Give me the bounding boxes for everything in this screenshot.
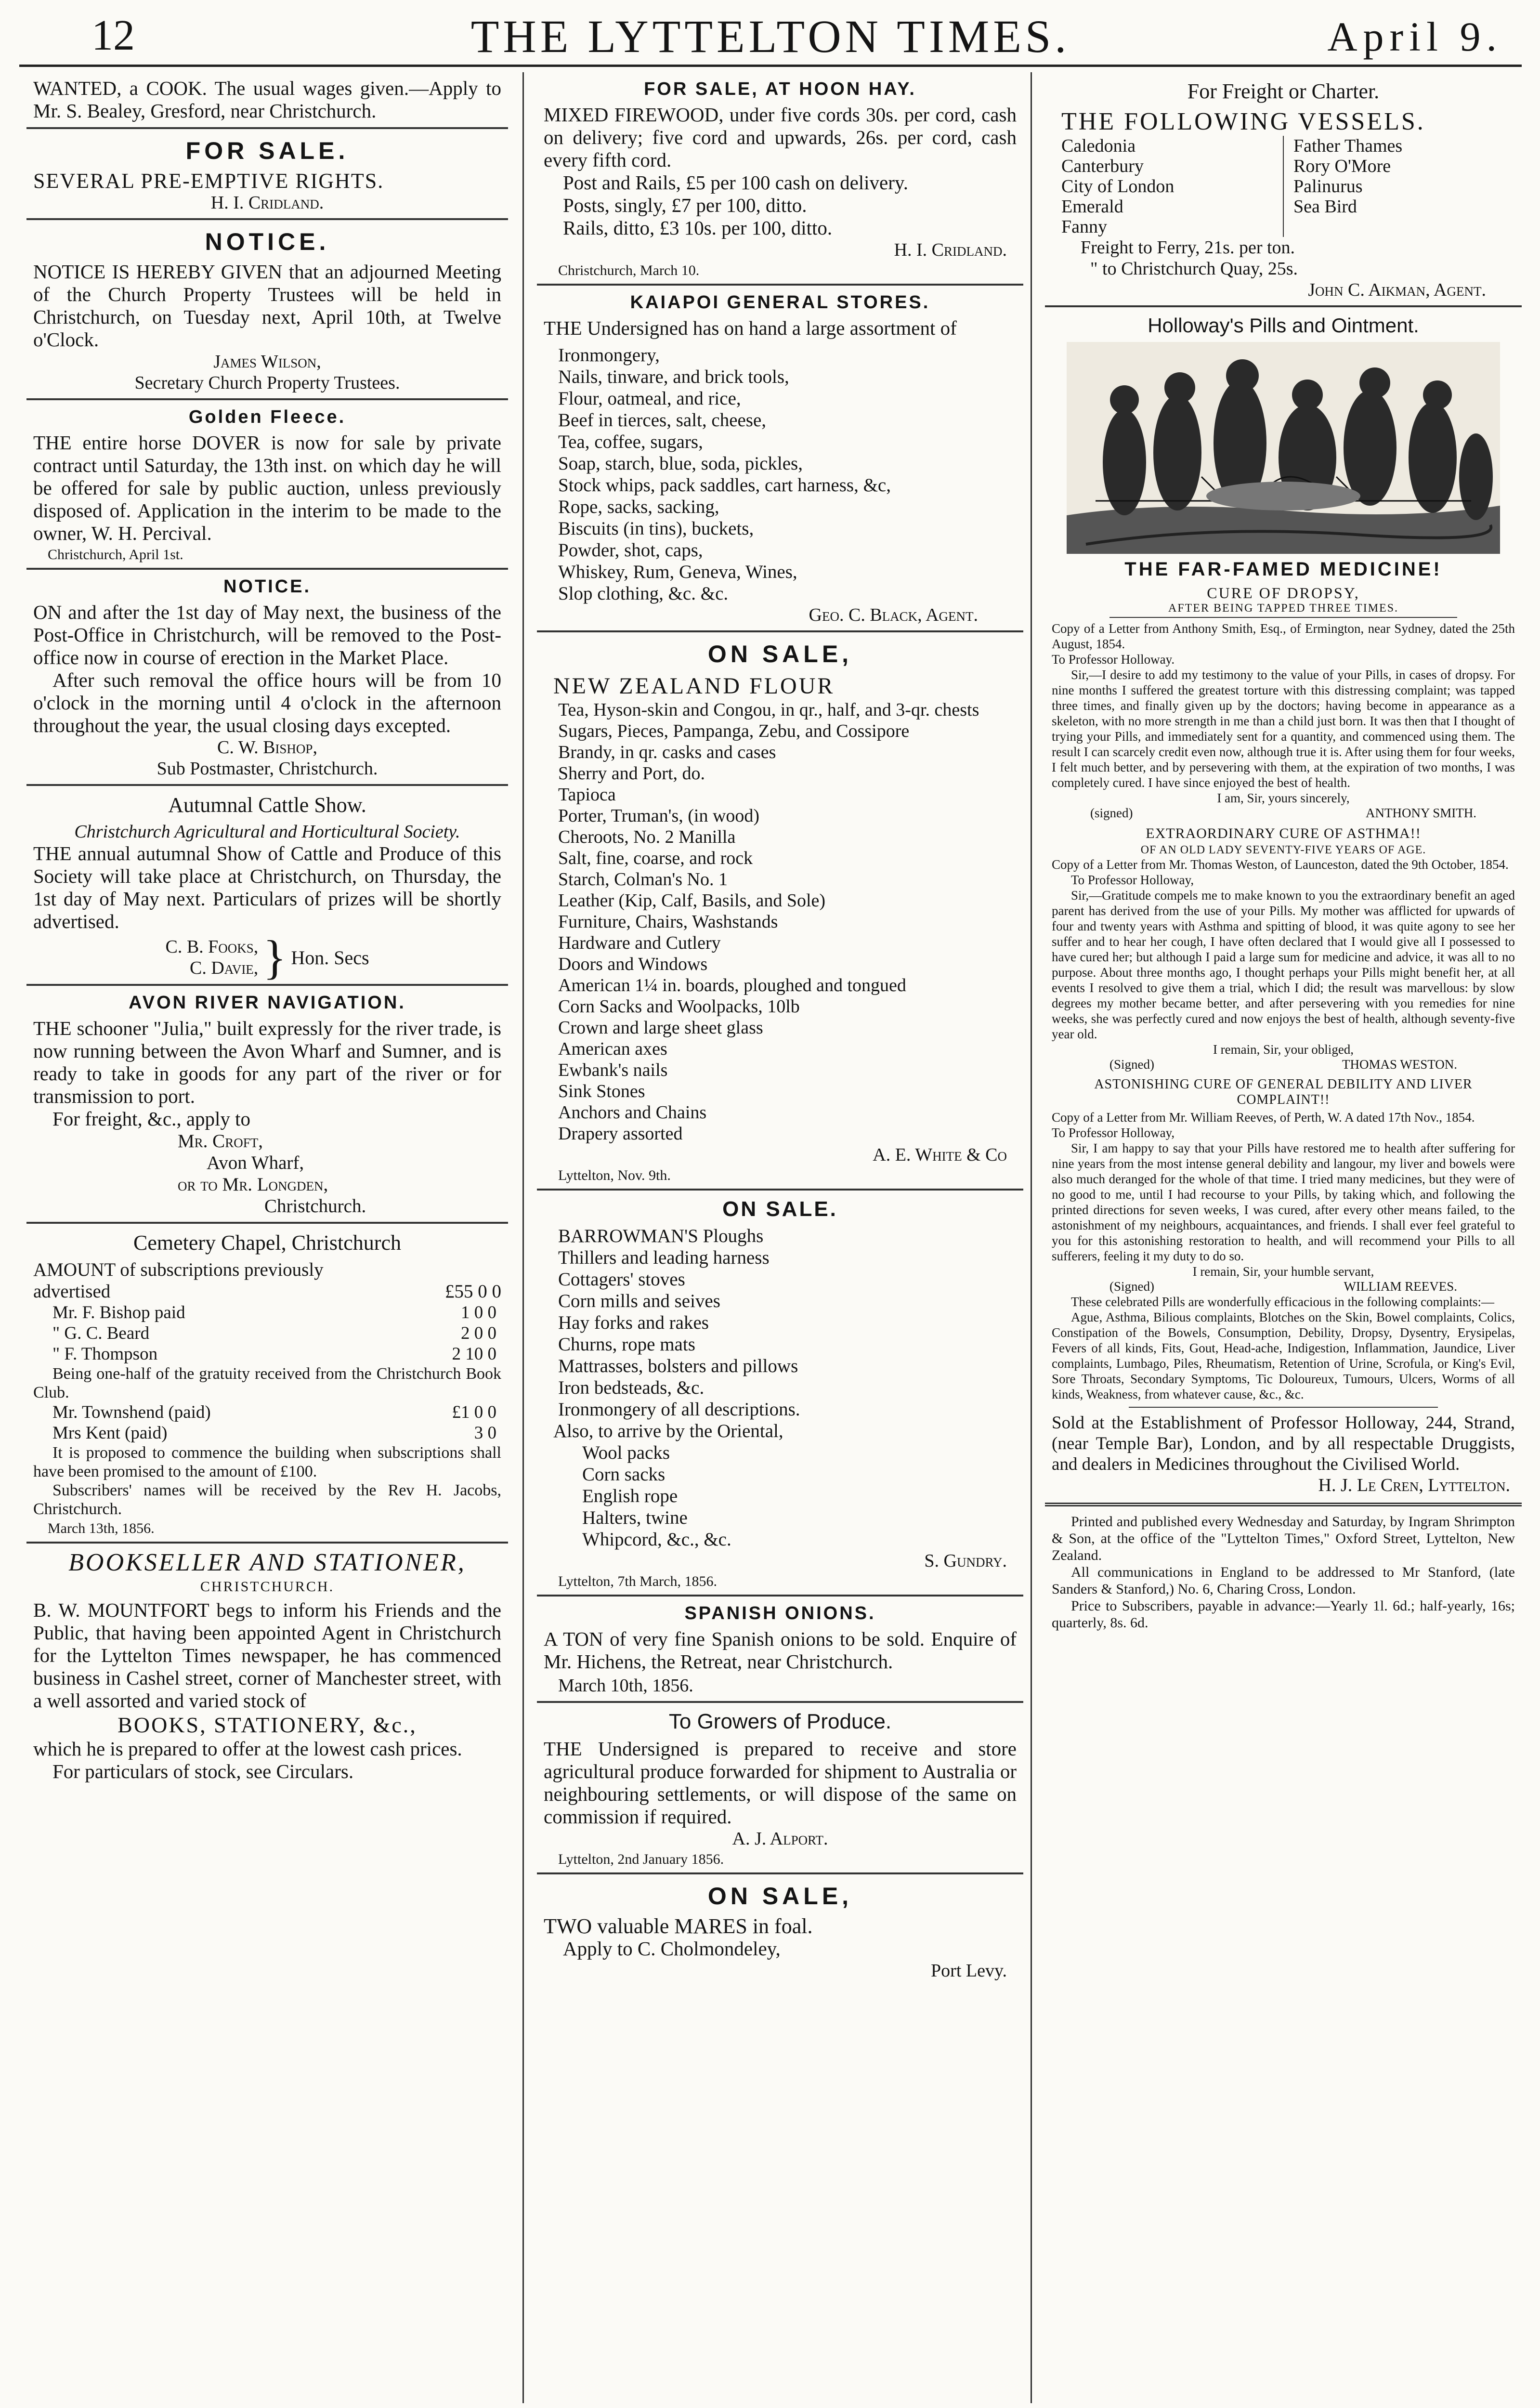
ad-cattle-show [26,786,508,984]
imprint-text: Printed and published every Wednesday and Saturday, by Ingram Shrimpton & Son, at the office of the "Lyttelton Times," Oxford Street, Lyttelton, New Zealand. [1052,1514,1515,1563]
ad-address-line: or to Mr. Longden, [178,1174,328,1195]
ad-church-notice [26,220,508,398]
letter-signature [1052,806,1515,821]
ad-signature: H. J. Le Cren, Lyttelton. [1318,1475,1510,1495]
signer-name: WILLIAM REEVES. [1344,1279,1457,1294]
goods-list [544,1442,1017,1550]
ad-subheading: CHRISTCHURCH. [200,1579,335,1595]
ad-heading: Golden Fleece. [188,407,346,427]
goods-item: Hay forks and rakes [558,1312,709,1333]
ad-text: which he is prepared to offer at the lowest cash prices. [33,1738,462,1760]
goods-item: Starch, Colman's No. 1 [558,869,728,890]
ad-address-line: Mr. Croft, [178,1131,263,1152]
goods-item: Wool packs [582,1442,670,1463]
column-divider [522,72,524,2403]
ad-freight-charter [1045,72,1522,305]
ad-title: THE FOLLOWING VESSELS. [1061,108,1425,135]
goods-list [544,699,1017,1144]
subscription-list [33,1302,501,1364]
letter-closing: I remain, Sir, your humble servant, [1192,1264,1374,1279]
ad-holloway-pills [1045,307,1522,1501]
subscription-amount: 2 10 0 [452,1344,496,1364]
goods-item: Biscuits (in tins), buckets, [558,518,754,539]
subscription-amount: 2 0 0 [461,1323,496,1343]
ad-text: SEVERAL PRE-EMPTIVE RIGHTS. [33,169,384,193]
subscription-row [33,1323,501,1344]
ad-avon-river [26,986,508,1222]
goods-item: Churns, rope mats [558,1334,695,1355]
goods-item: American axes [558,1039,667,1059]
subscription-amount: 3 0 [474,1423,496,1443]
ad-address [33,1130,501,1217]
ad-pre-emptive-rights [26,129,508,218]
subscription-amount: £1 0 0 [452,1402,496,1422]
ad-text: Apply to C. Cholmondeley, [563,1937,781,1960]
goods-item: Salt, fine, coarse, and rock [558,848,753,868]
ad-total: £55 0 0 [445,1281,501,1302]
divider [1109,617,1457,618]
ad-subheading: Christchurch Agricultural and Horticultural Society. [74,822,460,842]
ad-text: WANTED, a COOK. The usual wages given.—Apply to Mr. S. Bealey, Gresford, near Christchurch. [33,77,501,122]
goods-item: Cheroots, No. 2 Manilla [558,827,736,847]
goods-item: Anchors and Chains [558,1102,707,1123]
ad-banner: THE FAR-FAMED MEDICINE! [1124,559,1442,580]
column-divider [1031,72,1032,2403]
ad-text: ON and after the 1st day of May next, the business of the Post-Office in Christchurch, will be removed to the Post-office now in course of erection in the Market Place. [33,601,501,668]
ad-heading: Autumnal Cattle Show. [168,793,366,817]
ad-heading: FOR SALE. [185,137,349,164]
ad-text: TWO valuable MARES in foal. [544,1914,813,1938]
ad-kaiapoi-stores [537,286,1023,630]
goods-item: BARROWMAN'S Ploughs [558,1226,764,1246]
ad-rate: Freight to Ferry, 21s. per ton. [1081,237,1295,258]
letter-body: Sir, I am happy to say that your Pills have restored me to health after suffering for nine years from the most intense general debility and langour, my liver and bowels were also much deranged for the whole of that time. I tried many medicines, but they were of no good to me, until I had recourse to your Pills, by taking which, and following the printed directions for seven weeks, I was cured, after every other means failed, to the astonishment of my neighbours, acquaintances, and friends. I shall ever feel grateful to you for this astonishing restoration to health, and will recommend your Pills to all sufferers, feeling it my duty to do so. [1052,1141,1515,1263]
vessel-name: Emerald [1061,196,1123,217]
ad-total-row [33,1259,501,1302]
imprint [1045,1508,1522,1636]
letter-body: Sir,—Gratitude compels me to make known to you the extraordinary benefit an aged parent has derived from the use of your Pills. My mother was afflicted for upwards of four and twenty years with Asthma and spitting of blood, it was quite agony to see her suffer and to hear her cough, I have often declared that I would give all I possessed to have cured her; but although I paid a large sum for medicine and advice, it was all to no purpose. About three months ago, I thought perhaps your Pills might benefit her, at all events I resolved to give them a trial, which I did; the result was marvellous: by slow degrees my mother became better, and after persevering with you remedies for nine weeks, she was perfectly cured and now enjoys the best of health, although seventy-five year old. [1052,888,1515,1041]
goods-item: Tea, coffee, sugars, [558,432,703,452]
ad-heading: NOTICE. [223,576,312,597]
ad-text: For particulars of stock, see Circulars. [52,1760,354,1782]
ad-hoon-hay [537,72,1023,284]
newspaper-title: THE LYTTELTON TIMES. [470,11,1070,62]
ad-signature-title: Hon. Secs [291,946,369,968]
ad-signature: Geo. C. Black, Agent. [809,605,978,625]
goods-item: Corn mills and seives [558,1291,720,1311]
ad-text: After such removal the office hours will be from 10 o'clock in the morning until 4 o'clock in the afternoon throughout the year, the usual closing days excepted. [33,669,501,736]
ad-growers-of-produce [537,1703,1023,1872]
ad-bookseller [26,1544,508,1788]
ad-heading: For Freight or Charter. [1187,79,1380,103]
column-3 [1045,72,1522,2403]
goods-item: Ironmongery, [558,345,660,366]
divider [1129,1407,1438,1408]
vessel-name: Father Thames [1293,136,1403,156]
ad-signature-title: Sub Postmaster, Christchurch. [157,759,378,779]
ad-address-line: Christchurch. [264,1196,366,1217]
ad-mares [537,1874,1023,1986]
ad-signature: John C. Aikman, Agent. [1308,280,1486,300]
ad-heading: FOR SALE, AT HOON HAY. [644,79,916,99]
ad-text: B. W. MOUNTFORT begs to inform his Friends and the Public, that having been appointed Agent in Christchurch for the Lyttelton Times newspaper, he has commenced business in Cashel street, corner of Manchester street, with a well assorted and varied stock of [33,1599,501,1712]
ad-heading: Holloway's Pills and Ointment. [1148,314,1419,337]
vessel-name: City of London [1061,176,1175,196]
vessel-name: Rory O'More [1293,156,1391,176]
complaints-intro: These celebrated Pills are wonderfully efficacious in the following complaints:— [1071,1295,1494,1309]
ad-subheading: OF AN OLD LADY SEVENTY-FIVE YEARS OF AGE. [1140,844,1426,856]
ad-address-line: Avon Wharf, [207,1152,304,1173]
ad-new-zealand-flour [537,632,1023,1189]
ad-signature: Port Levy. [931,1961,1007,1981]
ad-stock: BOOKS, STATIONERY, &c., [117,1713,417,1737]
vessel-name: Canterbury [1061,156,1144,176]
letter-intro: Copy of a Letter from Mr. Thomas Weston, of Launceston, dated the 9th October, 1854. [1052,857,1509,872]
goods-item: Beef in tierces, salt, cheese, [558,410,767,431]
subscription-row [33,1302,501,1323]
ad-signature: A. J. Alport. [732,1829,828,1849]
ad-signature: H. I. Cridland. [210,193,324,213]
goods-item: Slop clothing, &c. &c. [558,583,729,604]
ad-text: Posts, singly, £7 per 100, ditto. [563,194,807,216]
letter-salutation: To Professor Holloway, [1052,1125,1175,1140]
ad-signature-title: Secretary Church Property Trustees. [134,373,400,393]
page-number: 12 [91,12,135,59]
ad-subheading: ASTONISHING CURE OF GENERAL DEBILITY AND LIVER COMPLAINT!! [1094,1077,1473,1107]
goods-item: Iron bedsteads, &c. [558,1377,705,1398]
complaints-list: Ague, Asthma, Bilious complaints, Blotches on the Skin, Bowel complaints, Colics, Constipation of the Bowels, Consumption, Debility, Dropsy, Dysentry, Erysipelas, Fevers of all kinds, Fits, Gout, Head-ache, Indigestion, Inflammation, Jaundice, Liver complaints, Lumbago, Piles, Rheumatism, Retention of Urine, Scrofula, or King's Evil, Sore Throats, Secondary Symptoms, Tic Doloureux, Tumours, Ulcers, Worms of all kinds, Weakness, from whatever cause, &c., &c. [1052,1310,1515,1401]
ad-post-office [26,570,508,784]
letter-salutation: To Professor Holloway, [1071,873,1194,887]
ad-text: THE entire horse DOVER is now for sale by private contract until Saturday, the 13th inst. on which day he will be offered for sale by public auction, unless previously disposed of. Application in the interim to be made to the owner, W. H. Percival. [33,432,501,544]
goods-item: Ewbank's nails [558,1060,668,1080]
ad-heading: Cemetery Chapel, Christchurch [133,1231,401,1255]
ad-signature: C. B. Fooks, [165,937,259,957]
goods-item: Ironmongery of all descriptions. [558,1399,800,1420]
ad-title: NEW ZEALAND FLOUR [553,673,835,699]
goods-item: Whiskey, Rum, Geneva, Wines, [558,562,797,582]
goods-item: Flour, oatmeal, and rice, [558,388,741,409]
ad-text: THE Undersigned has on hand a large assortment of [544,317,957,339]
subscription-amount: 1 0 0 [461,1303,496,1322]
goods-item: Porter, Truman's, (in wood) [558,806,760,826]
subscriber-name: " G. C. Beard [52,1323,150,1343]
goods-item: Nails, tinware, and brick tools, [558,366,789,387]
ad-heading: ON SALE, [707,1883,853,1910]
ad-heading: AVON RIVER NAVIGATION. [129,993,406,1013]
letter-intro: Copy of a Letter from Mr. William Reeves, of Perth, W. A dated 17th Nov., 1854. [1052,1110,1475,1125]
subscription-list [33,1402,501,1443]
goods-item: Brandy, in qr. casks and cases [558,742,776,762]
ad-cook [26,72,508,127]
subscription-row [33,1402,501,1423]
imprint-text: Price to Subscribers, payable in advance:—Yearly 1l. 6d.; half-yearly, 16s; quarterly, 8s. 6d. [1052,1598,1515,1631]
letter-signature [1052,1279,1515,1294]
ad-heading: KAIAPOI GENERAL STORES. [630,292,930,313]
ad-golden-fleece [26,400,508,568]
ad-text: Also, to arrive by the Oriental, [553,1421,783,1441]
ad-heading: SPANISH ONIONS. [684,1603,876,1623]
ad-signatures [33,930,501,984]
ad-heading: ON SALE, [707,641,853,667]
goods-item: Sugars, Pieces, Pampanga, Zebu, and Cossipore [558,721,910,741]
vessel-name: Sea Bird [1293,196,1357,217]
ad-text: THE schooner "Julia," built expressly for the river trade, is now running between the Avon Wharf and Sumner, and is ready to take in goods for any part of the river or for transmission to port. [33,1017,501,1107]
ad-text: Post and Rails, £5 per 100 cash on delivery. [563,171,908,194]
vessel-column [1284,136,1505,237]
signed-label: (Signed) [1109,1057,1154,1072]
goods-item: Halters, twine [582,1507,688,1528]
letter-closing: I remain, Sir, your obliged, [1213,1042,1354,1057]
goods-item: Soap, starch, blue, soda, pickles, [558,453,803,474]
ad-signature: H. I. Cridland. [894,240,1007,260]
ad-signature: James Wilson, [213,352,321,372]
brace-glyph: } [263,930,287,984]
goods-item: Hardware and Cutlery [558,933,721,953]
goods-item: English rope [582,1486,678,1506]
goods-item: Corn sacks [582,1464,666,1485]
letter-salutation: To Professor Holloway. [1052,652,1175,667]
vessel-list [1052,136,1515,237]
column-2 [537,72,1023,2403]
signed-label: (signed) [1090,806,1133,820]
ad-subheading: EXTRAORDINARY CURE OF ASTHMA!! [1146,825,1421,841]
masthead [19,7,1522,69]
goods-item: Sherry and Port, do. [558,763,705,784]
ad-heading: NOTICE. [205,228,330,255]
ad-text: NOTICE IS HEREBY GIVEN that an adjourned Meeting of the Church Property Trustees will be held in Christchurch, on Tuesday next, April 10th, at Twelve o'Clock. [33,261,501,351]
ad-text: Rails, ditto, £3 10s. per 100, ditto. [563,217,833,239]
subscriber-name: " F. Thompson [52,1344,158,1364]
divider [1045,1503,1522,1506]
letter-body: Sir,—I desire to add my testimony to the value of your Pills, in cases of dropsy. For nine months I suffered the greatest torture with this distressing complaint; was tapped three times, and finally given up by the doctors; having become in appearance as a skeleton, with no more strength in me than a child just born. It was then that I thought of trying your Pills, and immediately sent for a quantity, and commenced using them. The result I can scarcely credit even now, although true it is. After using them for four weeks, I felt much better, and by persevering with them, at the expiration of two months, I was completely cured. I have since enjoyed the best of health. [1052,667,1515,790]
ad-subheading: CURE OF DROPSY, [1207,584,1360,602]
ad-text: THE annual autumnal Show of Cattle and Produce of this Society will take place at Christchurch, on Thursday, the 1st day of May next. Particulars of prizes will be shortly advertised. [33,842,501,932]
ad-signature: C. Davie, [190,958,259,978]
imprint-text: All communications in England to be addressed to Mr Stanford, (late Sanders & Stanford,) No. 6, Charing Cross, London. [1052,1564,1515,1597]
issue-date: April 9. [1327,13,1502,60]
goods-item: Cottagers' stoves [558,1269,685,1290]
letter-signature [1052,1057,1515,1072]
ad-spanish-onions [537,1597,1023,1701]
ad-text: MIXED FIREWOOD, under five cords 30s. per cord, cash on delivery; five cord and upwards, 26s. per cord, cash every fifth cord. [544,104,1017,171]
subscription-row [33,1423,501,1443]
ad-cemetery-chapel [26,1224,508,1542]
ad-barrowman-ploughs [537,1191,1023,1595]
goods-item: Mattrasses, bolsters and pillows [558,1356,798,1376]
ad-dateline: Lyttelton, 7th March, 1856. [558,1573,717,1589]
masthead-rule [19,65,1522,67]
goods-item: Tea, Hyson-skin and Congou, in qr., half, and 3-qr. chests [558,700,979,720]
signed-label: (Signed) [1109,1279,1154,1294]
subscription-row [33,1344,501,1364]
ad-text: AMOUNT of subscriptions previously advertised [33,1259,324,1302]
ad-signature: A. E. White & Co [873,1145,1007,1165]
goods-item: Drapery assorted [558,1124,683,1144]
goods-item: Powder, shot, caps, [558,540,703,561]
goods-item: Sink Stones [558,1081,645,1101]
goods-item: Doors and Windows [558,954,708,974]
ad-text: A TON of very fine Spanish onions to be sold. Enquire of Mr. Hichens, the Retreat, near Christchurch. [544,1628,1017,1673]
ad-rate: " to Christchurch Quay, 25s. [1090,259,1298,279]
ad-heading: ON SALE. [722,1197,838,1221]
ad-text: THE Undersigned is prepared to receive and store agricultural produce forwarded for shipment to Australia or neighbouring settlements, or will dispose of the same on commission if required. [544,1738,1017,1828]
goods-item: Furniture, Chairs, Washstands [558,912,778,932]
medical-engraving-illustration [1067,342,1500,554]
column-1 [26,72,508,2403]
letter-closing: I am, Sir, yours sincerely, [1217,791,1350,805]
subscriber-name: Mr. Townshend (paid) [52,1402,211,1422]
ad-dateline: Christchurch, April 1st. [48,547,183,563]
ad-dateline: Lyttelton, Nov. 9th. [558,1167,671,1183]
ad-text: Sold at the Establishment of Professor Holloway, 244, Strand, (near Temple Bar), London, and by all respectable Druggists, and dealers in Medicines throughout the Civilised World. [1052,1413,1515,1474]
vessel-name: Fanny [1061,217,1107,237]
goods-item: Tapioca [558,785,616,805]
ad-text: For freight, &c., apply to [52,1108,251,1130]
ad-text: It is proposed to commence the building when subscriptions shall have been promised to the amount of £100. [33,1444,501,1480]
letter-intro: Copy of a Letter from Anthony Smith, Esq., of Ermington, near Sydney, dated the 25th August, 1854. [1052,621,1515,651]
ad-heading: To Growers of Produce. [668,1710,892,1733]
goods-item: Whipcord, &c., &c. [582,1529,731,1550]
ad-heading: BOOKSELLER AND STATIONER, [68,1549,466,1576]
vessel-column [1061,136,1284,237]
subscriber-name: Mrs Kent (paid) [52,1423,168,1443]
goods-list [544,1225,1017,1420]
goods-item: Rope, sacks, sacking, [558,497,719,517]
signer-name: ANTHONY SMITH. [1366,806,1476,820]
ad-subheading: AFTER BEING TAPPED THREE TIMES. [1168,602,1399,615]
goods-item: Crown and large sheet glass [558,1018,763,1038]
ad-text: Subscribers' names will be received by the Rev H. Jacobs, Christchurch. [33,1481,501,1518]
vessel-name: Palinurus [1293,176,1363,196]
goods-item: Stock whips, pack saddles, cart harness, &c, [558,475,891,496]
ad-dateline: Christchurch, March 10. [558,262,700,278]
goods-item: Leather (Kip, Calf, Basils, and Sole) [558,890,826,911]
ad-signature: C. W. Bishop, [217,737,317,758]
subscriber-name: Mr. F. Bishop paid [52,1303,185,1322]
ad-dateline: Lyttelton, 2nd January 1856. [558,1851,724,1867]
ad-dateline: March 13th, 1856. [48,1520,155,1536]
goods-item: American 1¼ in. boards, ploughed and tongued [558,975,906,995]
vessel-name: Caledonia [1061,136,1136,156]
ad-note: Being one-half of the gratuity received from the Christchurch Book Club. [33,1365,501,1401]
ad-dateline: March 10th, 1856. [558,1675,693,1696]
goods-list [544,344,1017,604]
goods-item: Thillers and leading harness [558,1247,770,1268]
signer-name: THOMAS WESTON. [1342,1057,1457,1072]
ad-signature: S. Gundry. [924,1551,1007,1571]
goods-item: Corn Sacks and Woolpacks, 10lb [558,996,800,1017]
